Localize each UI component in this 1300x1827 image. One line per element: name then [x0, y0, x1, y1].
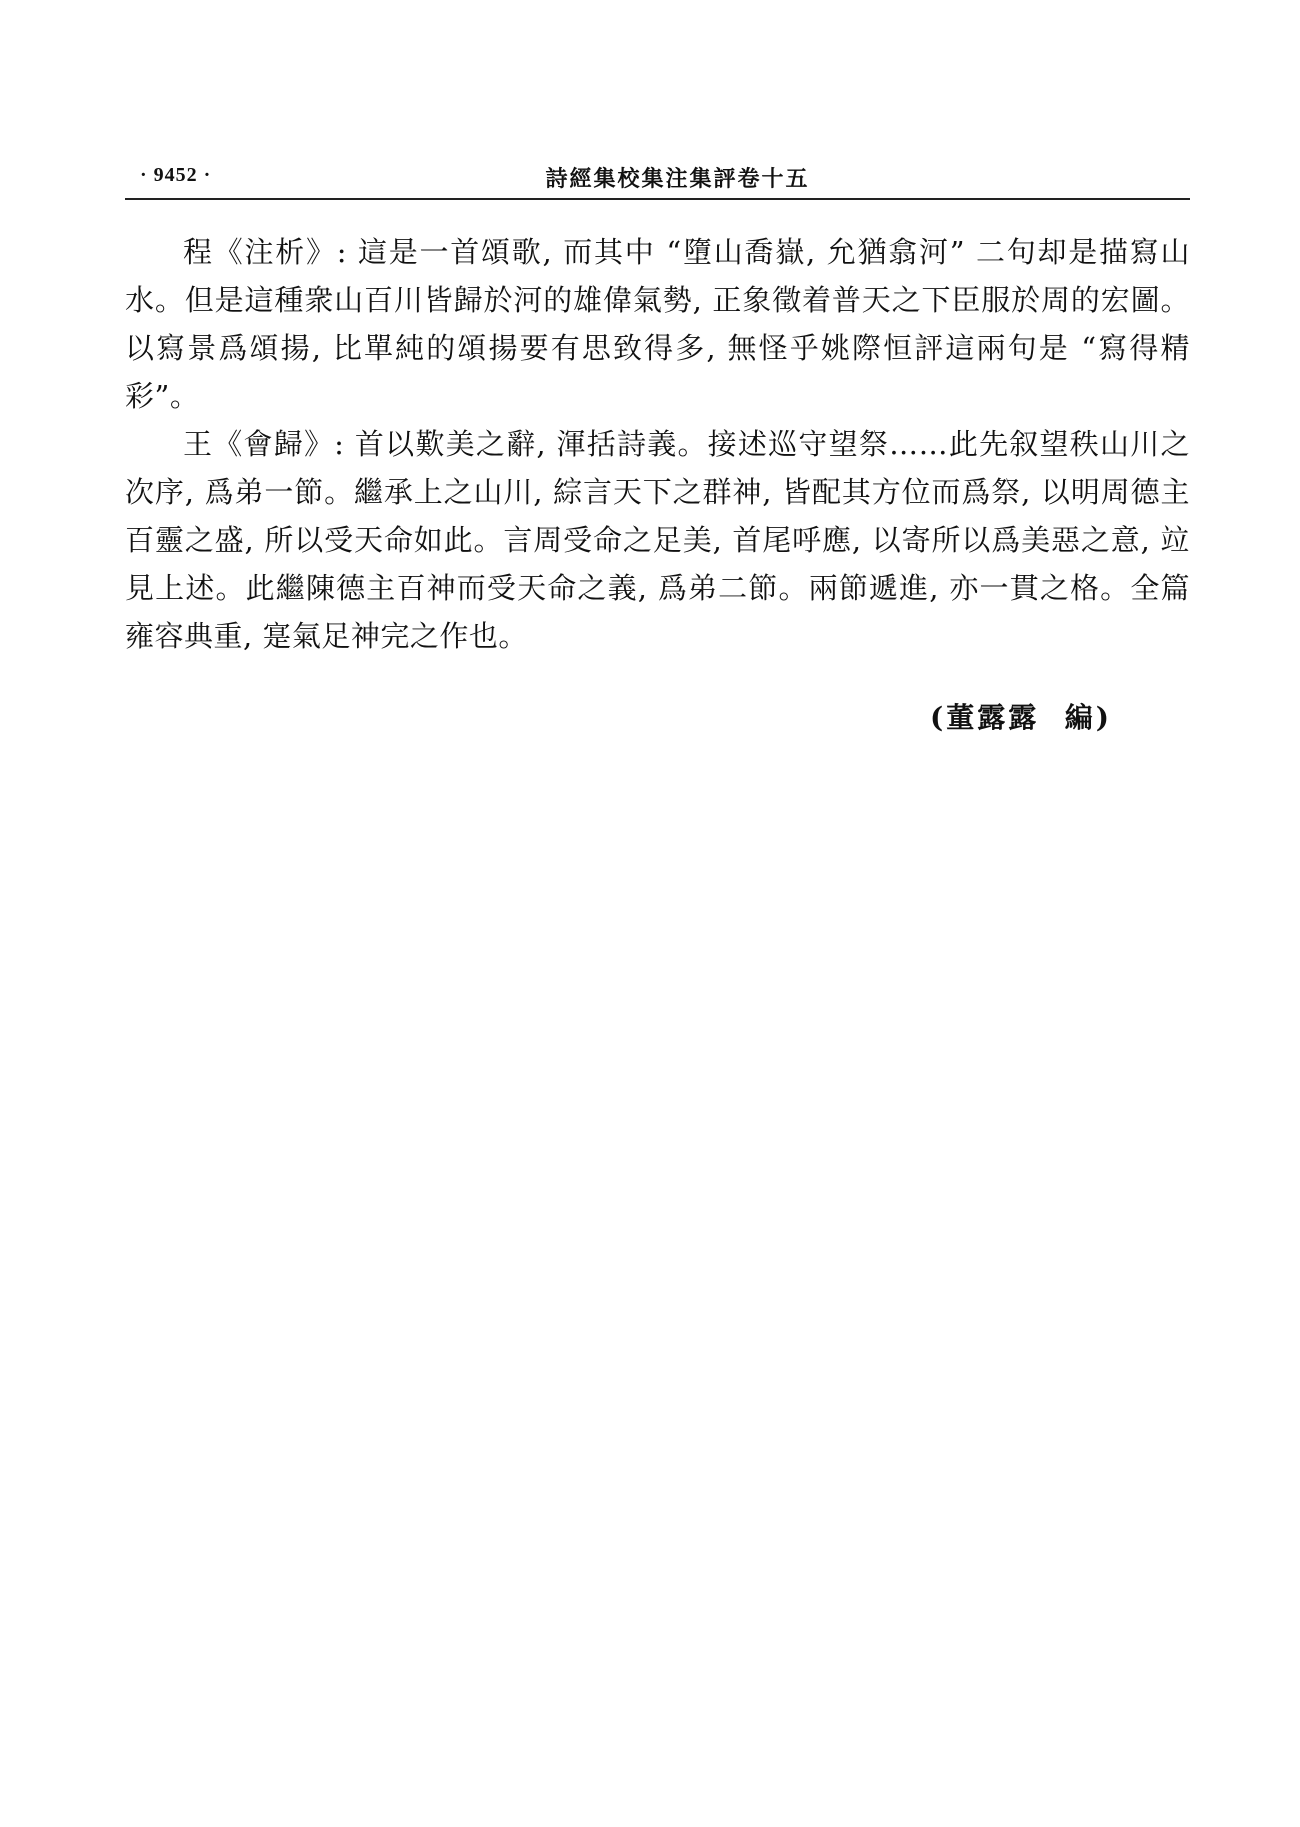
paragraph-cheng-zhuxi: 程《注析》: 這是一首頌歌, 而其中 “墮山喬嶽, 允猶翕河” 二句却是描寫山水。但是這種衆山百川皆歸於河的雄偉氣勢, 正象徵着普天之下臣服於周的宏圖。以寫景爲頌揚, 比單純的頌揚要有思致得多, 無怪乎姚際恒評這兩句是 “寫得精彩”。 [125, 235, 1190, 413]
running-title: 詩經集校集注集評卷十五 [545, 166, 810, 192]
paragraph-wang-huigui: 王《會歸》: 首以歎美之辭, 渾括詩義。接述巡守望祭……此先叙望秩山川之次序, 爲弟一節。繼承上之山川, 綜言天下之群神, 皆配其方位而爲祭, 以明周德主百靈之盛, 所以受天命如此。言周受命之足美, 首尾呼應, 以寄所以爲美惡之意, 竝見上述。此繼陳德主百神而受天命之義, 爲弟二節。兩節遞進, 亦一貫之格。全篇雍容典重, 寔氣足神完之作也。 [125, 427, 1190, 653]
page-header [125, 160, 1190, 196]
editor-credit: (董露露 編) [930, 701, 1112, 734]
page-number: · 9452 · [140, 164, 212, 186]
header-rule [125, 198, 1190, 200]
body-text [125, 228, 1190, 660]
